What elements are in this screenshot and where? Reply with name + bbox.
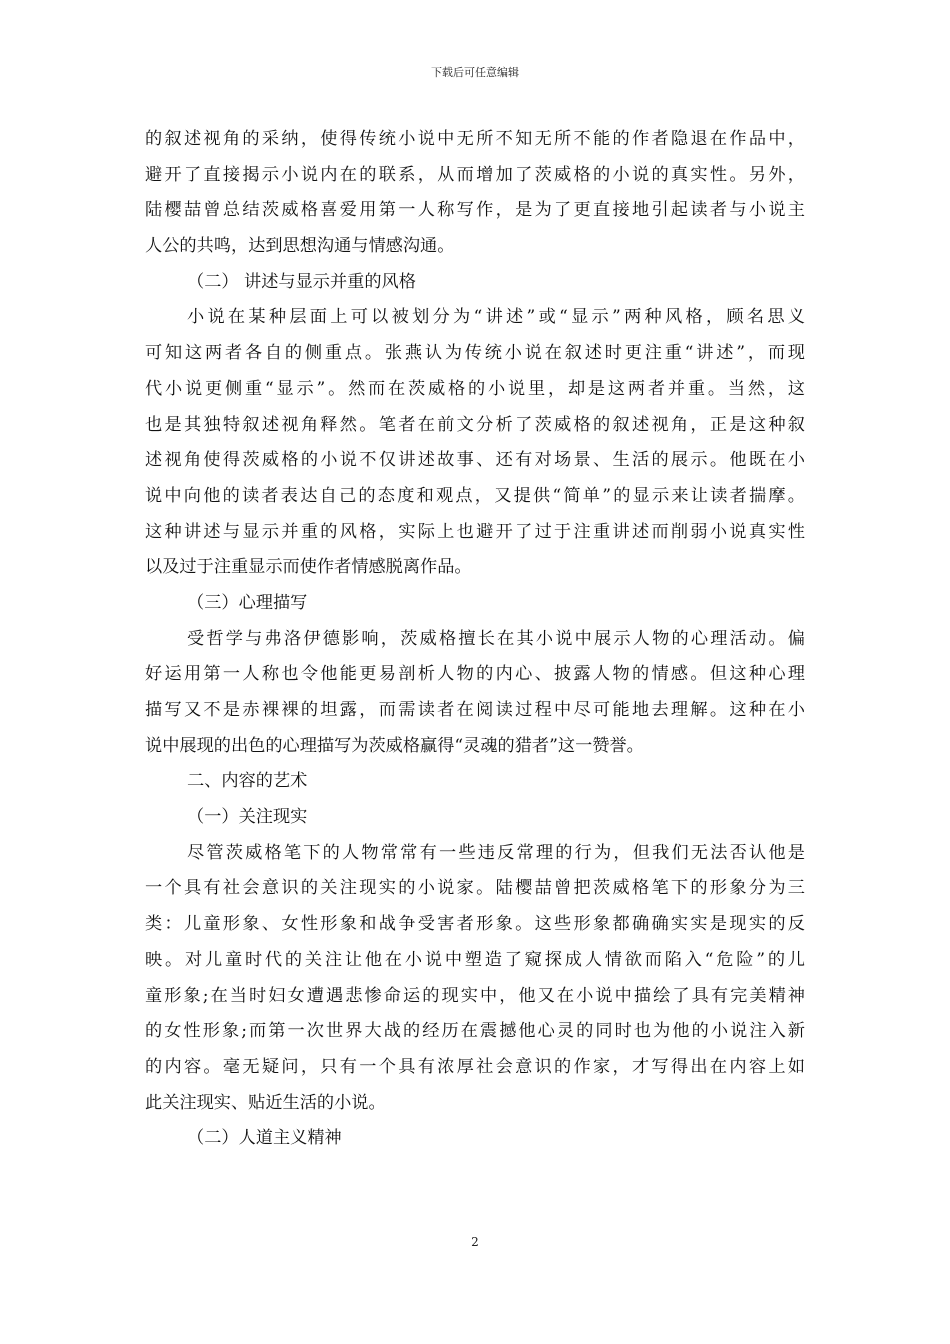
text-line: （二） 讲述与显示并重的风格: [187, 271, 416, 292]
text-line: 陆樱喆曾总结茨威格喜爱用第一人称写作，是为了更直接地引起读者与小说主: [145, 200, 805, 221]
page-header: 下载后可任意编辑: [431, 66, 519, 79]
text-line: （二）人道主义精神: [187, 1128, 342, 1149]
text-line: 映。对儿童时代的关注让他在小说中塑造了窥探成人情欲而陷入“危险”的儿: [145, 949, 805, 970]
text-line: 尽管茨威格笔下的人物常常有一些违反常理的行为，但我们无法否认他是: [187, 842, 805, 863]
text-line: 好运用第一人称也令他能更易剖析人物的内心、披露人物的情感。但这种心理: [145, 664, 805, 685]
text-line: 这种讲述与显示并重的风格，实际上也避开了过于注重讲述而削弱小说真实性: [145, 521, 805, 542]
text-line: 人公的共鸣，达到思想沟通与情感沟通。: [145, 236, 455, 257]
text-line: 的叙述视角的采纳，使得传统小说中无所不知无所不能的作者隐退在作品中，: [145, 129, 805, 149]
text-line: 的女性形象;而第一次世界大战的经历在震撼他心灵的同时也为他的小说注入新: [145, 1021, 805, 1042]
text-line: 小说在某种层面上可以被划分为“讲述”或“显示”两种风格，顾名思义: [187, 307, 805, 328]
text-line: 说中向他的读者表达自己的态度和观点，又提供“简单”的显示来让读者揣摩。: [145, 485, 805, 506]
text-line: 避开了直接揭示小说内在的联系，从而增加了茨威格的小说的真实性。另外，: [145, 164, 805, 185]
text-line: 述视角使得茨威格的小说不仅讲述故事、还有对场景、生活的展示。他既在小: [145, 450, 805, 471]
text-line: 说中展现的出色的心理描写为茨威格赢得“灵魂的猎者”这一赞誉。: [145, 735, 644, 756]
text-line: （一）关注现实: [187, 807, 308, 828]
text-line: 此关注现实、贴近生活的小说。: [145, 1092, 386, 1113]
text-line: 也是其独特叙述视角释然。笔者在前文分析了茨威格的叙述视角，正是这种叙: [145, 414, 805, 435]
text-line: 二、内容的艺术: [187, 771, 308, 792]
text-line: 一个具有社会意识的关注现实的小说家。陆樱喆曾把茨威格笔下的形象分为三: [145, 878, 805, 899]
text-line: 童形象;在当时妇女遭遇悲惨命运的现实中，他又在小说中描绘了具有完美精神: [145, 985, 805, 1006]
text-line: 的内容。毫无疑问，只有一个具有浓厚社会意识的作家，才写得出在内容上如: [145, 1056, 805, 1077]
text-line: 代小说更侧重“显示”。然而在茨威格的小说里，却是这两者并重。当然，这: [145, 378, 805, 399]
document-body: [145, 122, 805, 1157]
text-line: 类：儿童形象、女性形象和战争受害者形象。这些形象都确确实实是现实的反: [145, 914, 805, 935]
page-number: 2: [471, 1235, 479, 1249]
text-line: 以及过于注重显示而使作者情感脱离作品。: [145, 557, 472, 578]
text-line: 可知这两者各自的侧重点。张燕认为传统小说在叙述时更注重“讲述”，而现: [145, 343, 805, 364]
text-line: （三）心理描写: [187, 592, 308, 613]
text-line: 受哲学与弗洛伊德影响，茨威格擅长在其小说中展示人物的心理活动。偏: [187, 628, 805, 649]
text-line: 描写又不是赤裸裸的坦露，而需读者在阅读过程中尽可能地去理解。这种在小: [145, 700, 805, 720]
